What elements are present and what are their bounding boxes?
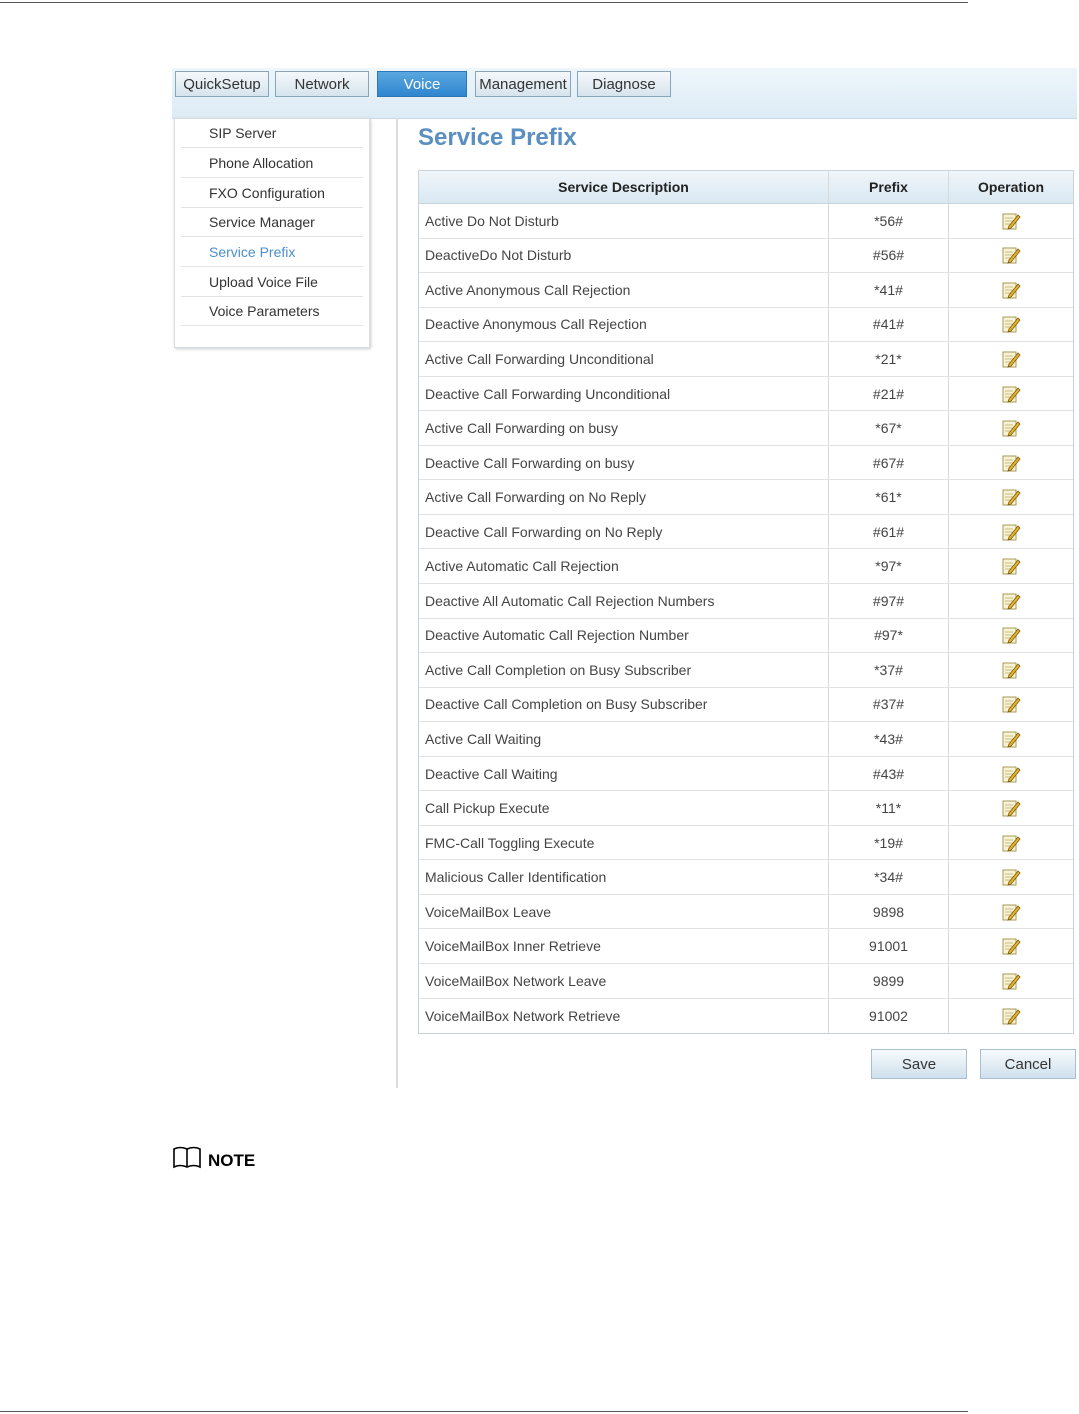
service-description-cell: Call Pickup Execute	[419, 791, 829, 825]
operation-cell	[949, 653, 1073, 687]
prefix-cell: *21*	[829, 342, 949, 376]
edit-icon[interactable]	[1001, 833, 1021, 853]
table-header	[419, 171, 1073, 204]
prefix-cell: #56#	[829, 239, 949, 273]
edit-icon[interactable]	[1001, 314, 1021, 334]
table-row	[419, 308, 1073, 343]
service-description-cell: VoiceMailBox Network Leave	[419, 964, 829, 998]
service-prefix-table	[418, 170, 1074, 1034]
edit-icon[interactable]	[1001, 625, 1021, 645]
service-description-cell: Active Call Waiting	[419, 722, 829, 756]
operation-cell	[949, 688, 1073, 722]
sidebar-item-phone-allocation[interactable]: Phone Allocation	[181, 149, 363, 178]
table-row	[419, 446, 1073, 481]
operation-cell	[949, 619, 1073, 653]
table-row	[419, 860, 1073, 895]
operation-cell	[949, 273, 1073, 307]
prefix-cell: #37#	[829, 688, 949, 722]
edit-icon[interactable]	[1001, 349, 1021, 369]
edit-icon[interactable]	[1001, 418, 1021, 438]
note-label: NOTE	[208, 1150, 256, 1170]
service-description-cell: DeactiveDo Not Disturb	[419, 239, 829, 273]
prefix-cell: *97*	[829, 549, 949, 583]
operation-cell	[949, 999, 1073, 1034]
edit-icon[interactable]	[1001, 971, 1021, 991]
table-row	[419, 342, 1073, 377]
prefix-cell: *56#	[829, 204, 949, 238]
prefix-cell: 9899	[829, 964, 949, 998]
operation-cell	[949, 549, 1073, 583]
edit-icon[interactable]	[1001, 867, 1021, 887]
sidebar-item-service-manager[interactable]: Service Manager	[181, 208, 363, 237]
operation-cell	[949, 722, 1073, 756]
prefix-cell: *67*	[829, 411, 949, 445]
sidebar-item-upload-voice-file[interactable]: Upload Voice File	[181, 268, 363, 297]
service-description-cell: FMC-Call Toggling Execute	[419, 826, 829, 860]
edit-icon[interactable]	[1001, 556, 1021, 576]
header-operation: Operation	[977, 179, 1045, 195]
table-row	[419, 653, 1073, 688]
service-description-cell: Active Automatic Call Rejection	[419, 549, 829, 583]
service-description-cell: Malicious Caller Identification	[419, 860, 829, 894]
sidebar-item-voice-parameters[interactable]: Voice Parameters	[181, 297, 363, 326]
table-row	[419, 204, 1073, 239]
operation-cell	[949, 377, 1073, 411]
header-prefix: Prefix	[829, 171, 949, 203]
tab-quicksetup[interactable]: QuickSetup	[175, 71, 269, 97]
edit-icon[interactable]	[1001, 936, 1021, 956]
operation-cell	[949, 204, 1073, 238]
operation-cell	[949, 480, 1073, 514]
edit-icon[interactable]	[1001, 522, 1021, 542]
table-row	[419, 239, 1073, 274]
prefix-cell: #43#	[829, 757, 949, 791]
service-description-cell: Deactive Call Forwarding Unconditional	[419, 377, 829, 411]
table-body	[419, 204, 1073, 1033]
service-description-cell: Active Call Completion on Busy Subscriber	[419, 653, 829, 687]
tab-network[interactable]: Network	[275, 71, 369, 97]
prefix-cell: #21#	[829, 377, 949, 411]
service-description-cell: Deactive Call Forwarding on busy	[419, 446, 829, 480]
service-description-cell: Deactive Call Waiting	[419, 757, 829, 791]
edit-icon[interactable]	[1001, 280, 1021, 300]
service-description-cell: Active Call Forwarding on No Reply	[419, 480, 829, 514]
save-button[interactable]: Save	[871, 1049, 967, 1079]
prefix-cell: #41#	[829, 308, 949, 342]
operation-cell	[949, 964, 1073, 998]
service-description-cell: Deactive Automatic Call Rejection Number	[419, 619, 829, 653]
operation-cell	[949, 860, 1073, 894]
table-row	[419, 791, 1073, 826]
edit-icon[interactable]	[1001, 384, 1021, 404]
prefix-cell: #67#	[829, 446, 949, 480]
table-row	[419, 999, 1073, 1034]
prefix-cell: *41#	[829, 273, 949, 307]
tab-management[interactable]: Management	[475, 71, 571, 97]
prefix-cell: *19#	[829, 826, 949, 860]
operation-cell	[949, 757, 1073, 791]
operation-cell	[949, 929, 1073, 963]
edit-icon[interactable]	[1001, 591, 1021, 611]
prefix-cell: *61*	[829, 480, 949, 514]
service-description-cell: Deactive All Automatic Call Rejection Numbers	[419, 584, 829, 618]
service-description-cell: Active Call Forwarding Unconditional	[419, 342, 829, 376]
service-description-cell: Active Do Not Disturb	[419, 204, 829, 238]
tab-voice[interactable]: Voice	[377, 71, 467, 97]
operation-cell	[949, 411, 1073, 445]
header-service-description: Service Description	[419, 171, 829, 203]
table-row	[419, 964, 1073, 999]
table-row	[419, 619, 1073, 654]
prefix-cell: *43#	[829, 722, 949, 756]
sidebar-item-sip-server[interactable]: SIP Server	[181, 119, 363, 148]
edit-icon[interactable]	[1001, 245, 1021, 265]
cancel-button[interactable]: Cancel	[980, 1049, 1076, 1079]
table-row	[419, 722, 1073, 757]
prefix-cell: #97#	[829, 584, 949, 618]
table-row	[419, 515, 1073, 550]
prefix-cell: #61#	[829, 515, 949, 549]
prefix-cell: *37#	[829, 653, 949, 687]
table-row	[419, 480, 1073, 515]
table-row	[419, 411, 1073, 446]
page-title: Service Prefix	[418, 124, 577, 151]
operation-cell	[949, 308, 1073, 342]
edit-icon[interactable]	[1001, 660, 1021, 680]
table-row	[419, 895, 1073, 930]
header-rule	[0, 2, 968, 3]
operation-cell	[949, 791, 1073, 825]
service-description-cell: Deactive Call Forwarding on No Reply	[419, 515, 829, 549]
edit-icon[interactable]	[1001, 211, 1021, 231]
sidebar	[174, 118, 370, 348]
table-row	[419, 549, 1073, 584]
table-row	[419, 688, 1073, 723]
table-row	[419, 584, 1073, 619]
prefix-cell: *11*	[829, 791, 949, 825]
table-row	[419, 929, 1073, 964]
content-divider	[396, 118, 398, 1088]
prefix-cell: 91001	[829, 929, 949, 963]
operation-cell	[949, 239, 1073, 273]
operation-cell	[949, 584, 1073, 618]
prefix-cell: 9898	[829, 895, 949, 929]
book-icon	[172, 1145, 202, 1176]
table-row	[419, 757, 1073, 792]
table-row	[419, 826, 1073, 861]
note	[172, 1145, 255, 1176]
top-nav-bar	[172, 68, 1077, 119]
prefix-cell: #97*	[829, 619, 949, 653]
service-description-cell: VoiceMailBox Inner Retrieve	[419, 929, 829, 963]
sidebar-item-service-prefix[interactable]: Service Prefix	[181, 238, 363, 267]
operation-cell	[949, 342, 1073, 376]
edit-icon[interactable]	[1001, 798, 1021, 818]
edit-icon[interactable]	[1001, 764, 1021, 784]
prefix-cell: *34#	[829, 860, 949, 894]
edit-icon[interactable]	[1001, 694, 1021, 714]
service-description-cell: VoiceMailBox Network Retrieve	[419, 999, 829, 1034]
edit-icon[interactable]	[1001, 453, 1021, 473]
tab-diagnose[interactable]: Diagnose	[577, 71, 671, 97]
sidebar-item-fxo-configuration[interactable]: FXO Configuration	[181, 179, 363, 208]
operation-cell	[949, 895, 1073, 929]
operation-cell	[949, 446, 1073, 480]
service-description-cell: Active Anonymous Call Rejection	[419, 273, 829, 307]
edit-icon[interactable]	[1001, 487, 1021, 507]
table-row	[419, 273, 1073, 308]
operation-cell	[949, 515, 1073, 549]
service-description-cell: Active Call Forwarding on busy	[419, 411, 829, 445]
edit-icon[interactable]	[1001, 1006, 1021, 1026]
table-row	[419, 377, 1073, 412]
operation-cell	[949, 826, 1073, 860]
footer-rule	[0, 1411, 968, 1412]
service-description-cell: Deactive Call Completion on Busy Subscriber	[419, 688, 829, 722]
service-description-cell: Deactive Anonymous Call Rejection	[419, 308, 829, 342]
edit-icon[interactable]	[1001, 729, 1021, 749]
service-description-cell: VoiceMailBox Leave	[419, 895, 829, 929]
edit-icon[interactable]	[1001, 902, 1021, 922]
prefix-cell: 91002	[829, 999, 949, 1034]
